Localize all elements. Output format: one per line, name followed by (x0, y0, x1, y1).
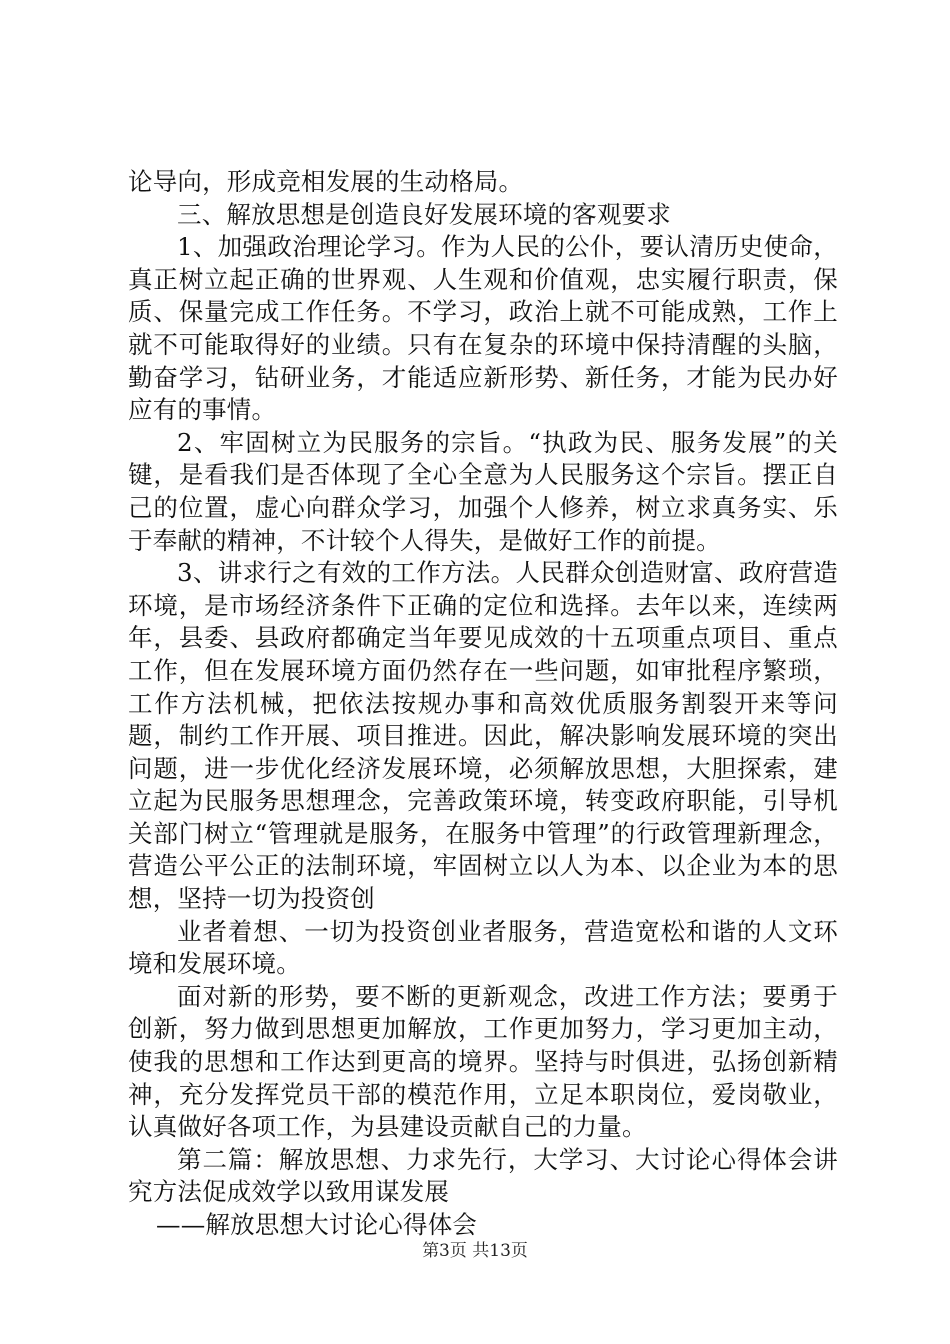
page-footer: 第3页 共13页 (422, 1241, 528, 1261)
paragraph-item-3-continued: 业者着想、一切为投资创业者服务，营造宽松和谐的人文环境和发展环境。 (128, 916, 838, 979)
paragraph-item-2: 2、牢固树立为民服务的宗旨。“执政为民、服务发展”的关键，是看我们是否体现了全心全意为人民服务这个宗旨。摆正自己的位置，虚心向群众学习，加强个人修养，树立求真务实、乐于奉献的精神，不计较个人得失，是做好工作的前提。 (128, 427, 838, 555)
document-body (128, 166, 838, 1242)
paragraph-item-1: 1、加强政治理论学习。作为人民的公仆，要认清历史使命，真正树立起正确的世界观、人生观和价值观，忠实履行职责，保质、保量完成工作任务。不学习，政治上就不可能成熟，工作上就不可能取得好的业绩。只有在复杂的环境中保持清醒的头脑，勤奋学习，钻研业务，才能适应新形势、新任务，才能为民办好应有的事情。 (128, 232, 838, 425)
section-heading-three: 三、解放思想是创造良好发展环境的客观要求 (177, 199, 671, 229)
paragraph-item-3: 3、讲求行之有效的工作方法。人民群众创造财富、政府营造环境，是市场经济条件下正确的定位和选择。去年以来，连续两年，县委、县政府都确定当年要见成效的十五项重点项目、重点工作，但在发展环境方面仍然存在一些问题，如审批程序繁琐，工作方法机械，把依法按规办事和高效优质服务割裂开来等问题，制约工作开展、项目推进。因此，解决影响发展环境的突出问题，进一步优化经济发展环境，必须解放思想，大胆探索，建立起为民服务思想理念，完善政策环境，转变政府职能，引导机关部门树立“管理就是服务，在服务中管理”的行政管理新理念，营造公平公正的法制环境，牢固树立以人为本、以企业为本的思想，坚持一切为投资创 (128, 558, 838, 914)
paragraph-conclusion: 面对新的形势，要不断的更新观念，改进工作方法；要勇于创新，努力做到思想更加解放，工作更加努力，学习更加主动，使我的思想和工作达到更高的境界。坚持与时俱进，弘扬创新精神，充分发挥党员干部的模范作用，立足本职岗位，爱岗敬业，认真做好各项工作，为县建设贡献自己的力量。 (128, 981, 838, 1142)
chapter-subtitle: ——解放思想大讨论心得体会 (156, 1210, 478, 1239)
paragraph-continuation: 论导向，形成竞相发展的生动格局。 (128, 167, 524, 196)
chapter-title: 第二篇：解放思想、力求先行，大学习、大讨论心得体会讲究方法促成效学以致用谋发展 (128, 1144, 838, 1207)
